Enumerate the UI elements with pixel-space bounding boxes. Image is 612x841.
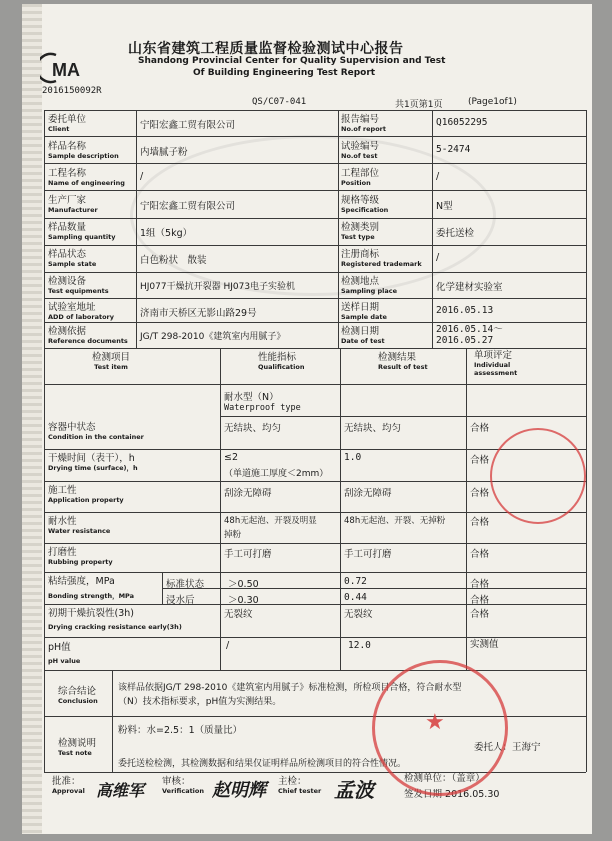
side-seal-stamp — [490, 428, 586, 524]
note-consignor: 委托人：王海宁 — [474, 742, 541, 753]
qual-rubbing: 手工可打磨 — [224, 549, 272, 560]
result-bonding-water: 0.44 — [344, 592, 367, 603]
qual-water-resistance-2: 掉粉 — [224, 530, 242, 540]
result-bonding-standard: 0.72 — [344, 576, 367, 587]
conclusion-line-1: 该样品依据JG/T 298-2010《建筑室内用腻子》标准检测，所检项目合格，符合耐水型 — [118, 683, 462, 693]
type-row-en: Waterproof type — [224, 403, 301, 413]
col-qual-header: 性能指标 Qualification — [258, 352, 305, 371]
assess-drying-time: 合格 — [470, 455, 490, 466]
item-cracking: 初期干燥抗裂性(3h) Drying cracking resistance early(3h) — [48, 608, 182, 631]
note-label: 检测说明 Test note — [58, 738, 97, 757]
item-container-state: 容器中状态 Condition in the container — [48, 422, 144, 441]
report-no-value: Q16052295 — [436, 117, 488, 128]
conclusion-label: 综合结论 Conclusion — [58, 686, 98, 705]
test-type-label: 检测类别 Test type — [341, 222, 380, 241]
client-label: 委托单位 Client — [48, 114, 87, 133]
client-value: 宁阳宏鑫工贸有限公司 — [140, 120, 236, 131]
item-ph: pH值 pH value — [48, 642, 81, 665]
trademark-label: 注册商标 Registered trademark — [341, 249, 422, 268]
test-type-value: 委托送检 — [436, 228, 475, 239]
conclusion-line-2: （N）技术指标要求，pH值为实测结果。 — [118, 697, 282, 707]
qual-cracking: 无裂纹 — [224, 609, 253, 620]
sample-label: 样品名称 Sample description — [48, 141, 119, 160]
position-label: 工程部位 Position — [341, 168, 380, 187]
approval-label: 批准： Approval — [52, 776, 85, 795]
col-assess-header: 单项评定 Individual assessment — [474, 350, 518, 377]
item-application: 施工性 Application property — [48, 485, 124, 504]
qual-water-resistance: 48h无起泡、开裂及明显 — [224, 516, 317, 526]
certificate-number: 2016150092R — [42, 86, 102, 96]
type-row-cn: 耐水型（N） — [224, 392, 279, 403]
qual-bonding-standard: ＞0.50 — [228, 579, 259, 590]
address-value: 济南市天桥区无影山路29号 — [140, 308, 257, 319]
logo-text: MA — [52, 60, 80, 80]
assess-bonding-water: 合格 — [470, 595, 490, 606]
result-container-state: 无结块、均匀 — [344, 423, 402, 434]
test-unit-seal-note: 检测单位：（盖章） — [404, 773, 485, 784]
sample-date-value: 2016.05.13 — [436, 305, 494, 316]
item-water-resistance: 耐水性 Water resistance — [48, 516, 111, 535]
bonding-sub-water: 浸水后 — [166, 595, 195, 606]
assess-application: 合格 — [470, 488, 490, 499]
result-application: 刮涂无障碍 — [344, 488, 392, 499]
place-label: 检测地点 Sampling place — [341, 276, 398, 295]
page-count: 共1页第1页 — [395, 100, 443, 110]
chief-tester-label: 主检： Chief tester — [278, 776, 322, 795]
verification-label: 审核： Verification — [162, 776, 205, 795]
equipment-value: HJ077干燥抗开裂器 HJ073电子实验机 — [140, 282, 296, 292]
manufacturer-label: 生产厂家 Manufacturer — [48, 195, 98, 214]
result-drying-time: 1.0 — [344, 452, 362, 463]
issue-date: 签发日期 2016.05.30 — [404, 789, 500, 800]
item-bonding: 粘结强度，MPa Bonding strength，MPa — [48, 576, 135, 600]
qual-ph: / — [226, 640, 230, 651]
report-page — [22, 4, 592, 834]
report-title-en-2: Of Building Engineering Test Report — [193, 68, 376, 78]
test-date-label: 检测日期 Date of test — [341, 326, 385, 345]
position-value: / — [436, 171, 440, 182]
item-drying-time: 干燥时间（表干），h Drying time (surface)，h — [48, 453, 138, 472]
binding-strip — [22, 4, 42, 834]
bonding-sub-standard: 标准状态 — [166, 579, 205, 590]
quantity-value: 1组（5kg） — [140, 228, 193, 239]
state-value: 白色粉状 散装 — [140, 255, 207, 266]
report-no-label: 报告编号 No.of report — [341, 114, 386, 133]
assess-cracking: 合格 — [470, 609, 490, 620]
manufacturer-value: 宁阳宏鑫工贸有限公司 — [140, 201, 236, 212]
assess-bonding-standard: 合格 — [470, 579, 490, 590]
qual-drying-time-note: （单道施工厚度＜2mm） — [224, 469, 329, 479]
result-water-resistance: 48h无起泡、开裂、无掉粉 — [344, 516, 446, 526]
engineering-label: 工程名称 Name of engineering — [48, 168, 125, 187]
col-result-header: 检测结果 Result of test — [378, 352, 428, 371]
page-count-en: (Page1of1) — [468, 97, 517, 107]
reference-value: JG/T 298-2010《建筑室内用腻子》 — [140, 332, 286, 342]
assess-ph: 实测值 — [470, 639, 499, 650]
quantity-label: 样品数量 Sampling quantity — [48, 222, 116, 241]
trademark-value: / — [436, 252, 440, 263]
document-code: QS/C07-041 — [252, 97, 307, 107]
report-title-en-1: Shandong Provincial Center for Quality Supervision and Test — [138, 56, 446, 66]
col-item-header: 检测项目 Test item — [92, 352, 131, 371]
chief-tester-signature: 孟波 — [334, 778, 374, 802]
assess-container-state: 合格 — [470, 423, 490, 434]
result-ph: 12.0 — [348, 640, 371, 651]
note-mix-ratio: 粉料：水=2.5：1（质量比） — [118, 725, 243, 736]
specification-label: 规格等级 Specification — [341, 195, 389, 214]
note-disclaimer: 委托送检检测，其检测数据和结果仅证明样品所检测项目的符合性情况。 — [118, 759, 407, 769]
result-cracking: 无裂纹 — [344, 609, 373, 620]
assess-water-resistance: 合格 — [470, 517, 490, 528]
test-no-value: 5-2474 — [436, 144, 471, 155]
qual-drying-time: ≤2 — [224, 452, 239, 463]
result-rubbing: 手工可打磨 — [344, 549, 392, 560]
specification-value: N型 — [436, 201, 453, 212]
test-date-value: 2016.05.14～ 2016.05.27 — [436, 324, 503, 346]
sample-date-label: 送样日期 Sample date — [341, 302, 387, 321]
qual-application: 刮涂无障碍 — [224, 488, 272, 499]
reference-label: 检测依据 Reference documents — [48, 326, 128, 345]
assess-rubbing: 合格 — [470, 549, 490, 560]
report-title-cn: 山东省建筑工程质量监督检验测试中心报告 — [128, 41, 404, 57]
test-no-label: 试验编号 No.of test — [341, 141, 380, 160]
address-label: 试验室地址 ADD of laboratory — [48, 302, 114, 321]
equipment-label: 检测设备 Test equipments — [48, 276, 109, 295]
verification-signature: 赵明辉 — [212, 780, 266, 801]
item-rubbing: 打磨性 Rubbing property — [48, 547, 113, 566]
place-value: 化学建材实验室 — [436, 282, 503, 293]
qual-container-state: 无结块、均匀 — [224, 423, 282, 434]
engineering-value: / — [140, 171, 144, 182]
sample-value: 内墙腻子粉 — [140, 147, 188, 158]
cma-logo — [40, 52, 102, 84]
state-label: 样品状态 Sample state — [48, 249, 97, 268]
seal-star-icon: ★ — [425, 710, 445, 735]
approval-signature: 高维军 — [96, 781, 145, 800]
qual-bonding-water: ＞0.30 — [228, 595, 259, 606]
